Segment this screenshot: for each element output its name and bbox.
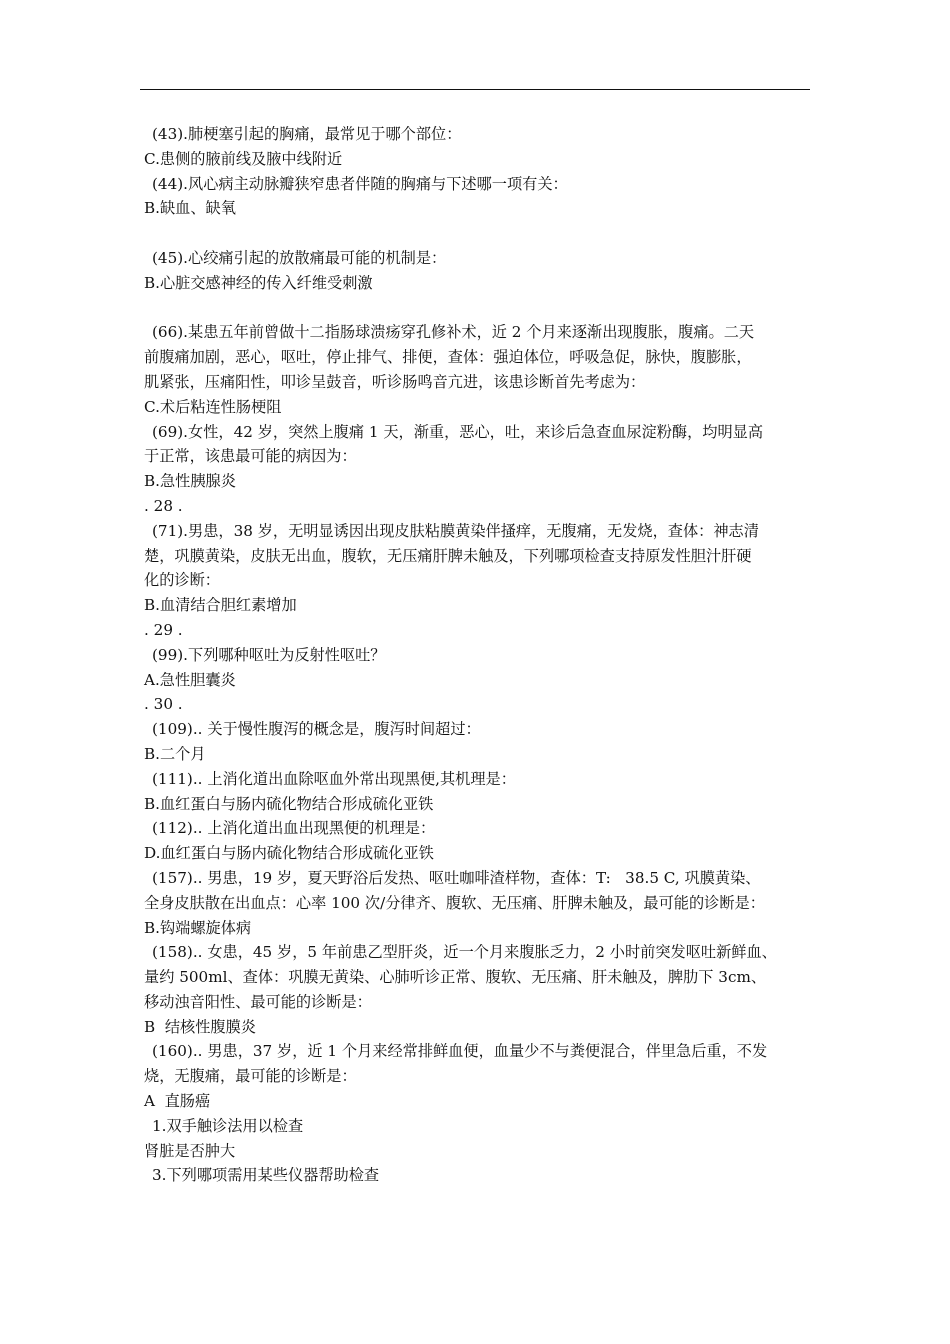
text-line: 前腹痛加剧，恶心，呕吐，停止排气、排便，查体：强迫体位，呼吸急促，脉快，腹膨胀， xyxy=(144,348,752,367)
text-line: B.血清结合胆红素增加 xyxy=(144,596,297,615)
question-line: 3.下列哪项需用某些仪器帮助检查 xyxy=(152,1166,380,1185)
header-rule xyxy=(140,89,810,90)
text-line: A 直肠癌 xyxy=(144,1092,211,1111)
text-line: D.血红蛋白与肠内硫化物结合形成硫化亚铁 xyxy=(144,844,434,863)
question-line: 1.双手触诊法用以检查 xyxy=(152,1116,304,1135)
text-line: 肾脏是否肿大 xyxy=(144,1141,236,1160)
text-line: C.术后粘连性肠梗阻 xyxy=(144,397,282,416)
blank-line xyxy=(144,296,820,321)
text-line: 移动浊音阳性、最可能的诊断是： xyxy=(144,992,372,1011)
question-line: (66).某患五年前曾做十二指肠球溃疡穿孔修补术，近 2 个月来逐渐出现腹胀，腹痛。二天 xyxy=(152,323,755,342)
text-line: B.心脏交感神经的传入纤维受刺激 xyxy=(144,273,373,292)
text-line: 全身皮肤散在出血点：心率 100 次/分律齐、腹软、无压痛、肝脾未触及，最可能的诊断是： xyxy=(144,893,765,912)
question-line: (158).. 女患，45 岁，5 年前患乙型肝炎，近一个月来腹胀乏力，2 小时前突发呕吐新鲜血、 xyxy=(152,943,777,962)
question-line: (160).. 男患，37 岁，近 1 个月来经常排鲜血便，血量少不与粪便混合，伴里急后重，不发 xyxy=(152,1042,768,1061)
text-line: 于正常，该患最可能的病因为： xyxy=(144,447,357,466)
text-line: 量约 500ml、查体：巩膜无黄染、心肺听诊正常、腹软、无压痛、肝未触及，脾肋下 3cm、 xyxy=(144,968,767,987)
document-body xyxy=(144,122,820,1188)
text-line: B.缺血、缺氧 xyxy=(144,199,236,218)
blank-line xyxy=(144,221,820,246)
text-line: A.急性胆囊炎 xyxy=(144,670,236,689)
text-line: B 结核性腹膜炎 xyxy=(144,1017,256,1036)
question-line: (45).心绞痛引起的放散痛最可能的机制是： xyxy=(152,248,447,267)
text-line: B.钩端螺旋体病 xyxy=(144,918,252,937)
question-line: (69).女性，42 岁，突然上腹痛 1 天，渐重，恶心，吐，来诊后急查血尿淀粉酶，均明显高 xyxy=(152,422,764,441)
question-line: (71).男患，38 岁，无明显诱因出现皮肤粘膜黄染伴搔痒，无腹痛，无发烧，查体：神志清 xyxy=(152,521,759,540)
text-line: . 30 . xyxy=(144,695,183,714)
question-line: (44).风心病主动脉瓣狭窄患者伴随的胸痛与下述哪一项有关： xyxy=(152,174,568,193)
text-line: 肌紧张，压痛阳性，叩诊呈鼓音，听诊肠鸣音亢进，该患诊断首先考虑为： xyxy=(144,372,646,391)
text-line: C.患侧的腋前线及腋中线附近 xyxy=(144,149,343,168)
text-line: B.血红蛋白与肠内硫化物结合形成硫化亚铁 xyxy=(144,794,434,813)
text-line: . 28 . xyxy=(144,496,183,515)
question-line: (112).. 上消化道出血出现黑便的机理是： xyxy=(152,819,436,838)
question-line: (43).肺梗塞引起的胸痛，最常见于哪个部位： xyxy=(152,125,462,143)
text-line: 烧，无腹痛，最可能的诊断是： xyxy=(144,1067,357,1086)
question-line: (99).下列哪种呕吐为反射性呕吐？ xyxy=(152,645,386,664)
text-line: 化的诊断： xyxy=(144,571,220,590)
question-line: (157).. 男患，19 岁，夏天野浴后发热、呕吐咖啡渣样物，查体：T: 38.5 C, 巩膜黄染、 xyxy=(152,868,761,887)
text-line: 楚，巩膜黄染，皮肤无出血，腹软，无压痛肝脾未触及，下列哪项检查支持原发性胆汁肝硬 xyxy=(144,546,752,565)
text-line: B.二个月 xyxy=(144,744,206,763)
question-line: (109).. 关于慢性腹泻的概念是，腹泻时间超过： xyxy=(152,720,481,739)
text-line: . 29 . xyxy=(144,620,183,639)
question-line: (111).. 上消化道出血除呕血外常出现黑便,其机理是： xyxy=(152,769,516,788)
text-line: B.急性胰腺炎 xyxy=(144,472,236,491)
